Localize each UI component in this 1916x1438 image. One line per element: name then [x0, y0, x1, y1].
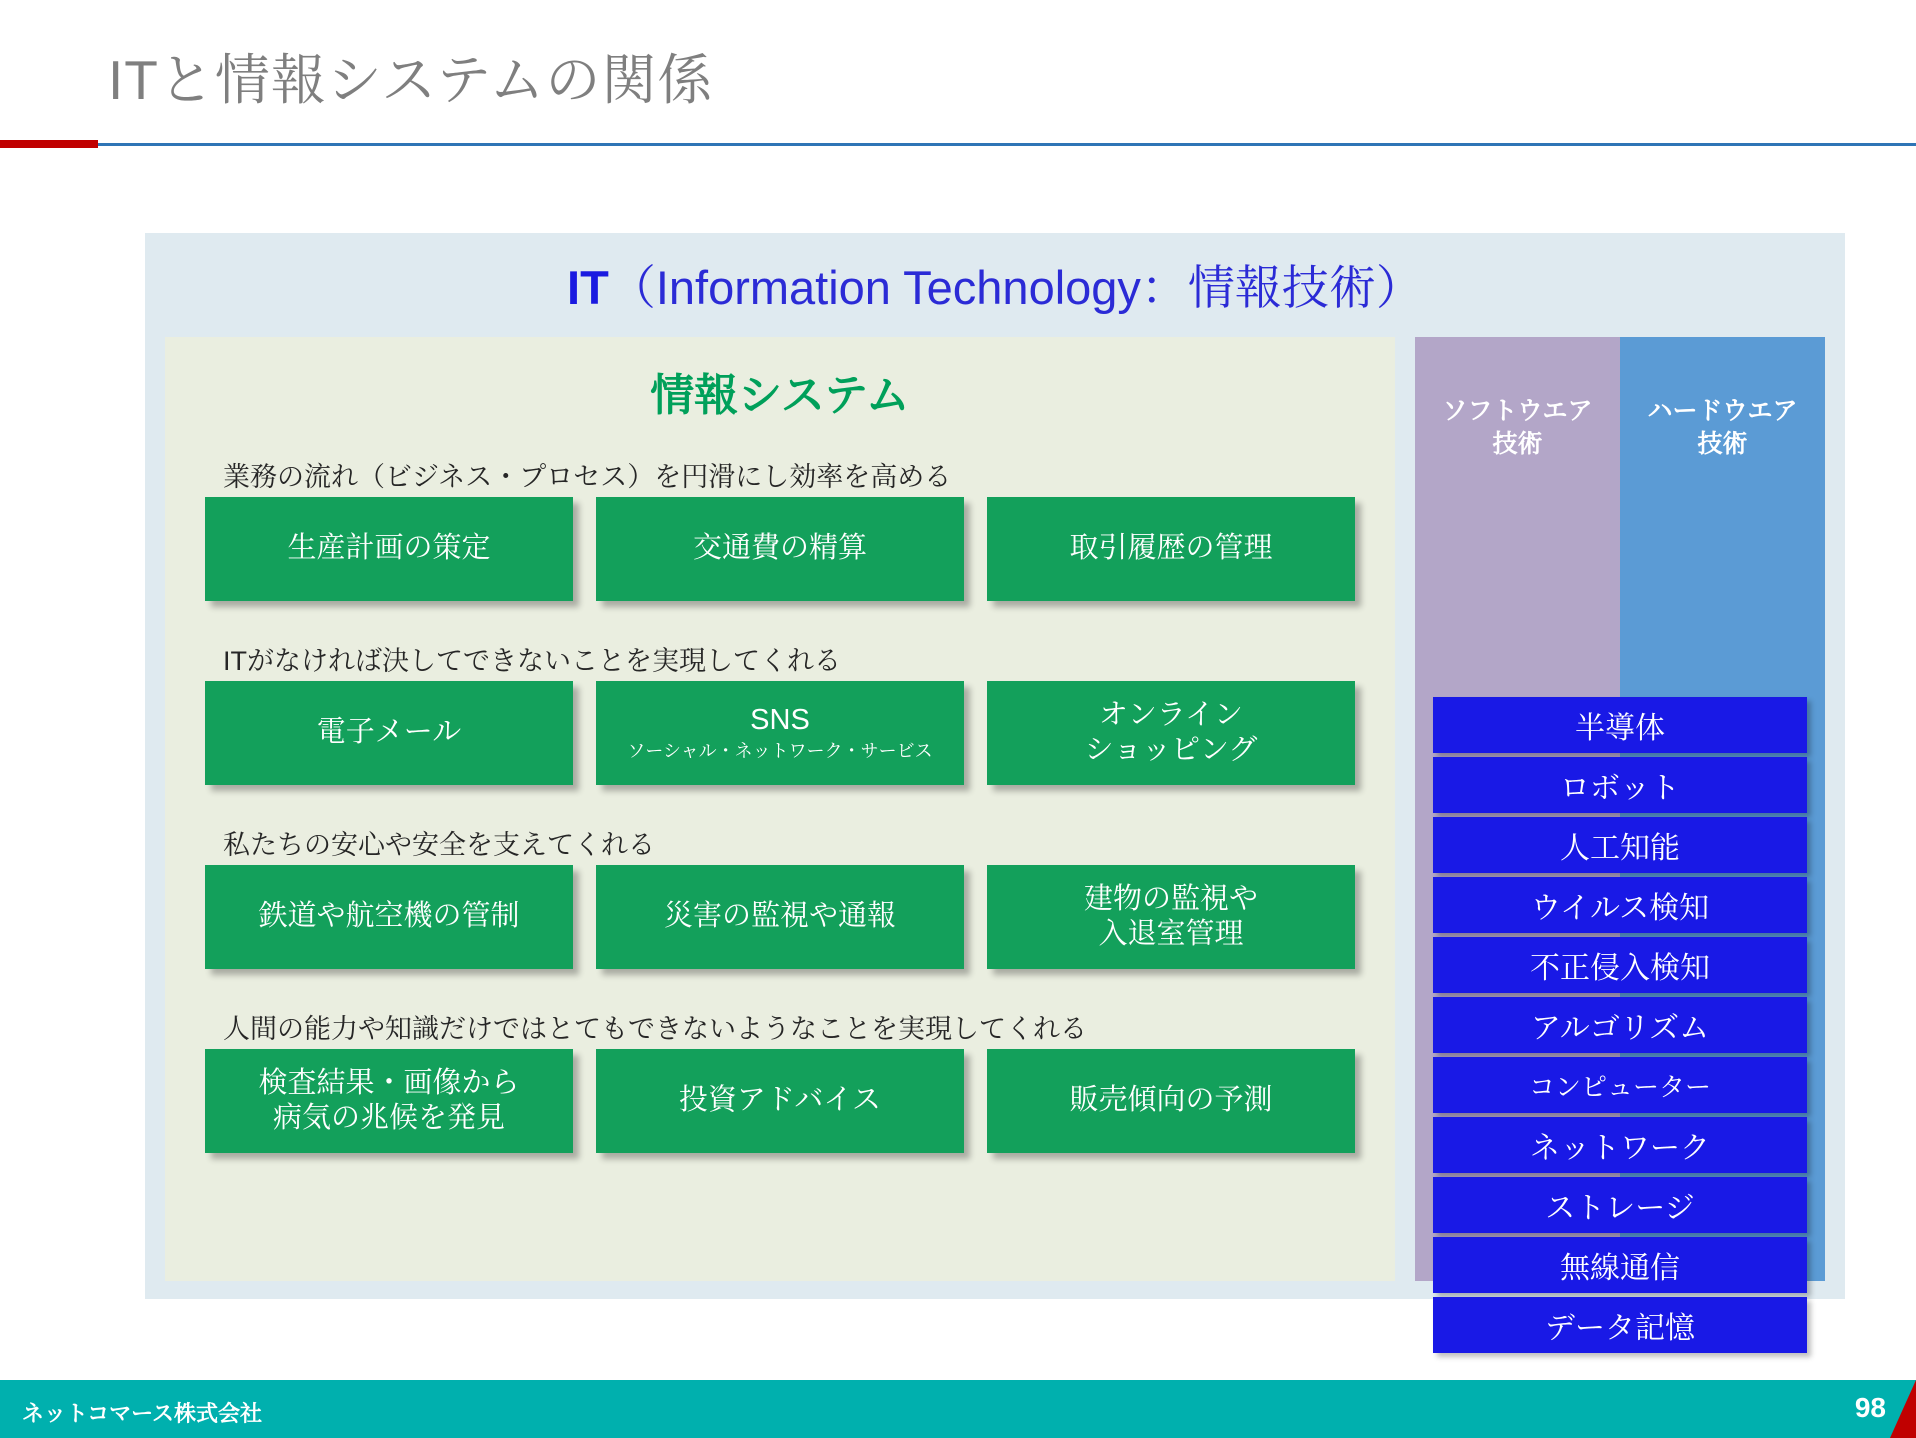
technology-item: データ記憶	[1433, 1297, 1807, 1353]
group-row	[205, 497, 1355, 601]
technology-list	[1433, 697, 1807, 1357]
it-heading-rest: （Information Technology：情報技術）	[608, 261, 1423, 314]
page-number: 98	[1854, 1392, 1886, 1423]
system-item	[596, 681, 964, 785]
technology-item: ロボット	[1433, 757, 1807, 813]
technology-item: コンピューター	[1433, 1057, 1807, 1113]
title-accent-bar	[0, 140, 98, 148]
group-caption: 人間の能力や知識だけではとてもできないようなことを実現してくれる	[223, 1014, 1087, 1044]
information-system-heading: 情報システム	[650, 371, 910, 420]
system-item: 交通費の精算	[596, 497, 964, 601]
technology-item: 人工知能	[1433, 817, 1807, 873]
software-column-title: ソフトウエア 技術	[1442, 397, 1593, 458]
it-panel-heading	[145, 251, 1845, 318]
technology-item: ストレージ	[1433, 1177, 1807, 1233]
group-row	[205, 1049, 1355, 1153]
group-caption: ITがなければ決してできないことを実現してくれる	[223, 646, 841, 676]
footer-bar	[0, 1380, 1916, 1438]
system-item: 取引履歴の管理	[987, 497, 1355, 601]
technology-item: 半導体	[1433, 697, 1807, 753]
system-item: 災害の監視や通報	[596, 865, 964, 969]
technology-item: 無線通信	[1433, 1237, 1807, 1293]
title-divider	[0, 143, 1916, 146]
system-item: 生産計画の策定	[205, 497, 573, 601]
system-item: 検査結果・画像から 病気の兆候を発見	[205, 1049, 573, 1153]
system-item: 電子メール	[205, 681, 573, 785]
technology-item: 不正侵入検知	[1433, 937, 1807, 993]
footer-company: ネットコマース株式会社	[22, 1401, 263, 1426]
group-caption: 私たちの安心や安全を支えてくれる	[223, 830, 655, 860]
system-item: オンライン ショッピング	[987, 681, 1355, 785]
it-heading-bold: IT	[567, 261, 609, 314]
group-caption: 業務の流れ（ビジネス・プロセス）を円滑にし効率を高める	[223, 462, 952, 492]
information-system-panel	[165, 337, 1395, 1281]
system-item-label: SNS	[750, 704, 810, 737]
group-row	[205, 865, 1355, 969]
system-item-sublabel: ソーシャル・ネットワーク・サービス	[627, 740, 933, 761]
technology-item: ネットワーク	[1433, 1117, 1807, 1173]
technology-item: ウイルス検知	[1433, 877, 1807, 933]
system-item: 投資アドバイス	[596, 1049, 964, 1153]
technology-item: アルゴリズム	[1433, 997, 1807, 1053]
group-row	[205, 681, 1355, 785]
it-panel	[145, 233, 1845, 1345]
system-item: 鉄道や航空機の管制	[205, 865, 573, 969]
hardware-column-title: ハードウエア 技術	[1647, 397, 1798, 458]
system-item: 建物の監視や 入退室管理	[987, 865, 1355, 969]
footer-corner-accent	[1890, 1380, 1916, 1438]
system-item: 販売傾向の予測	[987, 1049, 1355, 1153]
page-title: ITと情報システムの関係	[108, 49, 714, 111]
